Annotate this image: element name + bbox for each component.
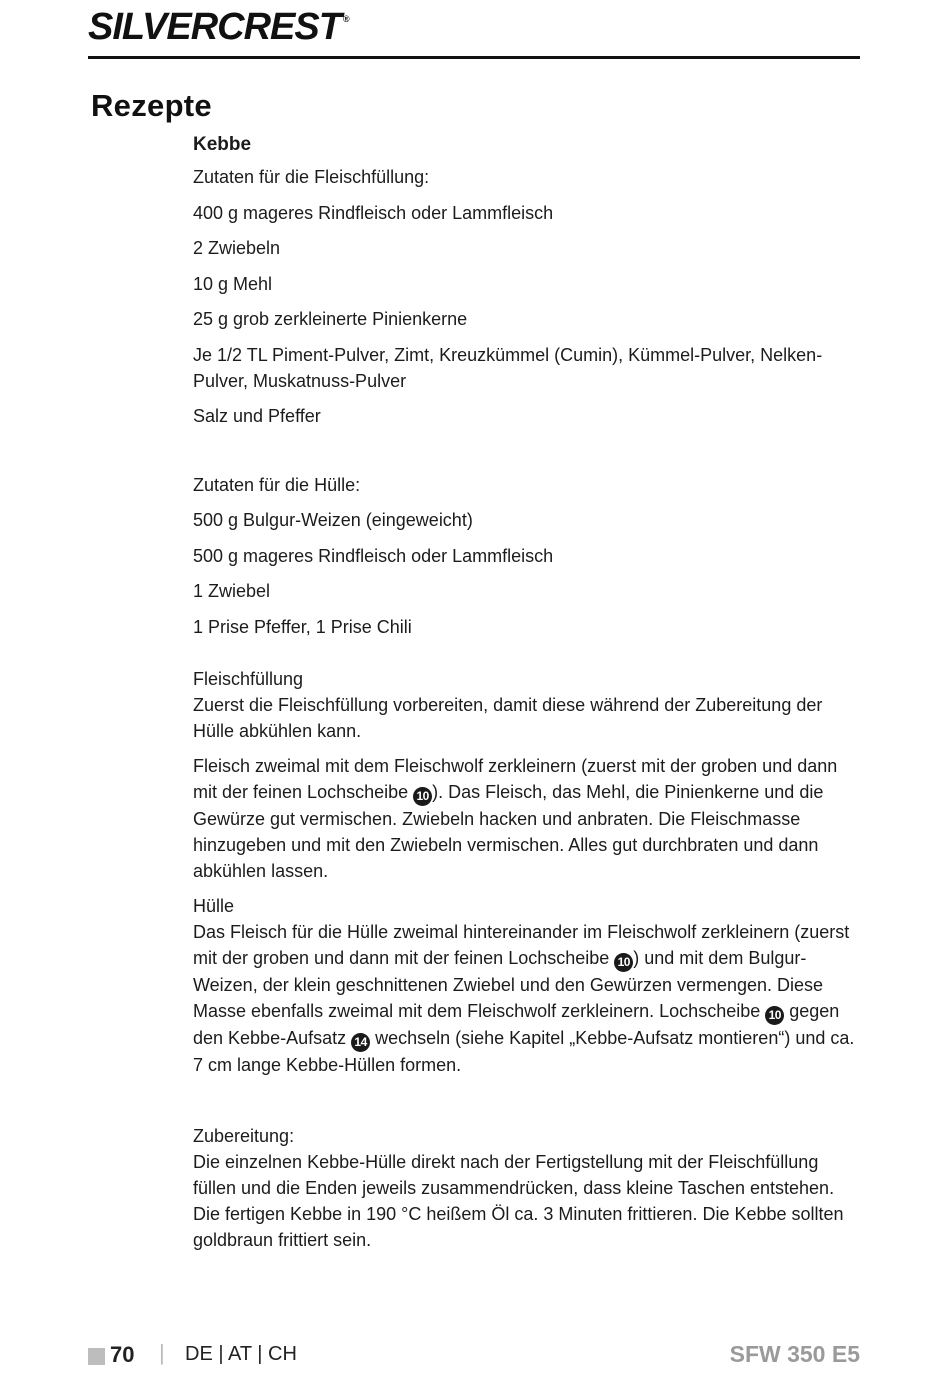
ingredient-item: 500 g Bulgur-Weizen (eingeweicht)	[193, 510, 473, 530]
recipe-title: Kebbe	[193, 134, 252, 155]
footer-countries: DE | AT | CH	[185, 1343, 297, 1365]
ingredient-item: 25 g grob zerkleinerte Pinienkerne	[193, 309, 468, 329]
ingredient-item: 500 g mageres Rindfleisch oder Lammfleisch	[193, 545, 554, 566]
footer-separator: |	[159, 1340, 165, 1365]
filling-ingredients-heading: Zutaten für die Fleischfüllung:	[193, 167, 430, 187]
filling-section-text: Zuerst die Fleischfüllung vorbereiten, damit diese während der Zubereitung der Hülle abkühlen kann.	[193, 695, 823, 741]
ingredient-item: Salz und Pfeffer	[193, 406, 321, 426]
model-number: SFW 350 E5	[729, 1341, 860, 1367]
recipe-content	[193, 132, 860, 1262]
ingredient-item: 1 Zwiebel	[193, 581, 271, 601]
ingredient-item: Je 1/2 TL Piment-Pulver, Zimt, Kreuzkümmel (Cumin), Kümmel-Pulver, Nelken-Pulver, Muskatnuss-Pulver	[193, 344, 823, 391]
preparation-text: Die einzelnen Kebbe-Hülle direkt nach der Fertigstellung mit der Fleischfüllung füllen und die Enden jeweils zusammendrücken, dass kleine Taschen entstehen. Die fertigen Kebbe in 190 °C heißem Öl ca. 3 Minuten frittieren. Die Kebbe sollten goldbraun frittiert sein.	[193, 1152, 844, 1250]
registered-mark: ®	[342, 14, 349, 24]
shell-section-text: Das Fleisch für die Hülle zweimal hintereinander im Fleischwolf zerkleinern (zuerst mit der groben und dann mit der feinen Lochscheibe 10 ) und mit dem Bulgur-Weizen, der klein geschnittenen Zwiebel und den Gewürzen vermengen. Diese Masse ebenfalls zweimal mit dem Fleischwolf zerkleinern. Lochscheibe 10 gegen den Kebbe-Aufsatz 14 wechseln (siehe Kapitel „Kebbe-Aufsatz montieren“) und ca. 7 cm lange Kebbe-Hüllen formen.	[193, 922, 855, 1075]
preparation-heading: Zubereitung:	[193, 1126, 295, 1146]
ingredient-item: 400 g mageres Rindfleisch oder Lammfleisch	[193, 202, 554, 223]
shell-ingredients-heading: Zutaten für die Hülle:	[193, 474, 361, 495]
page-number: 70	[110, 1342, 135, 1367]
ingredient-item: 1 Prise Pfeffer, 1 Prise Chili	[193, 616, 412, 637]
brand-logo: SILVERCREST ®	[88, 6, 349, 48]
ingredient-item: 2 Zwiebeln	[193, 238, 281, 258]
header-rule	[88, 56, 860, 59]
square-marker-icon	[88, 1348, 105, 1365]
page-footer	[88, 1340, 860, 1372]
filling-section	[193, 666, 860, 744]
section-title: Rezepte	[91, 88, 212, 123]
preparation-section	[193, 1123, 860, 1253]
part-10-marker-icon: 10	[614, 953, 633, 972]
filling-section-heading: Fleischfüllung	[193, 669, 304, 689]
part-14-marker-icon: 14	[351, 1033, 370, 1052]
shell-section	[193, 893, 860, 1078]
filling-instructions: Fleisch zweimal mit dem Fleischwolf zerkleinern (zuerst mit der groben und dann mit der feinen Lochscheibe 10 ). Das Fleisch, das Mehl, die Pinienkerne und die Gewürze gut vermischen. Zwiebeln hacken und anbraten. Die Fleischmasse hinzugeben und mit den Zwiebeln vermischen. Alles gut durchbraten und dann abkühlen lassen.	[193, 756, 838, 881]
part-10-marker-icon: 10	[765, 1006, 784, 1025]
part-10-marker-icon: 10	[413, 787, 432, 806]
shell-section-heading: Hülle	[193, 896, 235, 916]
ingredient-item: 10 g Mehl	[193, 273, 273, 294]
